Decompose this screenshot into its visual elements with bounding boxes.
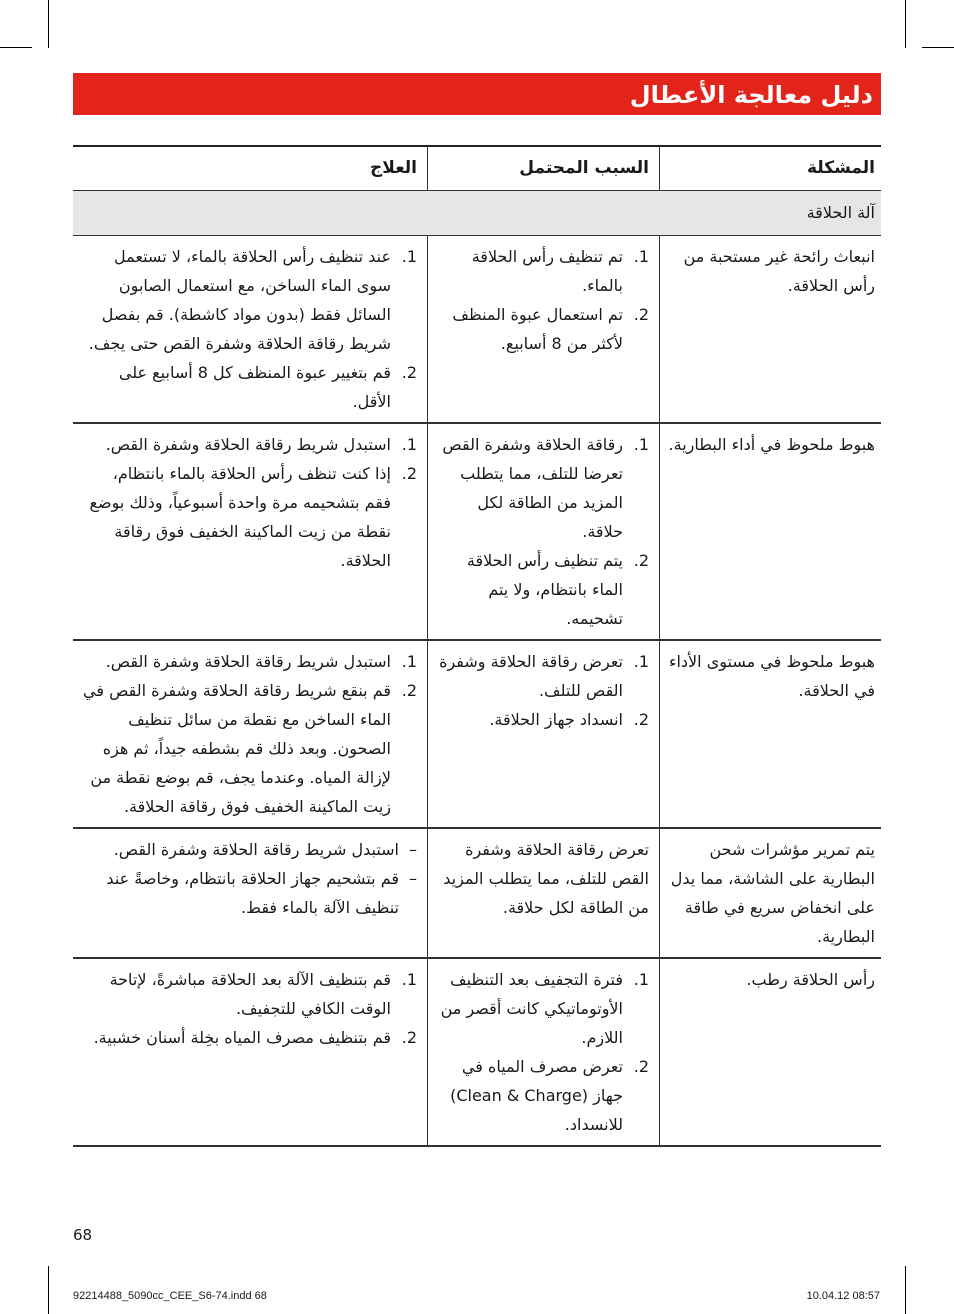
problem-cell: رأس الحلاقة رطب. (746, 970, 875, 989)
item-number: 1. (633, 970, 649, 989)
item-text: فترة التجفيف بعد التنظيف الأوتوماتيكي كانت أقصر من اللازم. (440, 970, 623, 1047)
cause-cell (427, 641, 660, 827)
item-text: استبدل شريط رقاقة الحلاقة وشفرة القص. (105, 435, 391, 454)
crop-mark (48, 1266, 49, 1314)
item-number: 2. (401, 1028, 417, 1047)
page-title: دليل معالجة الأعطال (629, 81, 873, 109)
remedy-cell (73, 959, 427, 1145)
title-banner (73, 73, 881, 115)
item-number: 1. (401, 652, 417, 671)
cause-cell (427, 959, 660, 1145)
list-item (83, 242, 417, 358)
footer-date-time: 10.04.12 08:57 (806, 1290, 880, 1302)
troubleshooting-table (73, 145, 881, 1147)
crop-mark (922, 47, 954, 48)
header-problem: المشكلة (806, 158, 875, 178)
item-text: عند تنظيف رأس الحلاقة بالماء، لا تستعمل سوى الماء الساخن، مع استعمال الصابون السائل فقط (بدون مواد كاشطة). قم بفصل شريط رقاقة الحلاقة وشفرة القص حتى يجف. (88, 247, 391, 353)
item-text: قم بتنظيف الآلة بعد الحلاقة مباشرةً، لإتاحة الوقت الكافي للتجفيف. (109, 970, 391, 1018)
item-number: 1. (633, 435, 649, 454)
list-item (436, 647, 649, 705)
list-item (83, 358, 417, 416)
item-number: 2. (633, 1057, 649, 1076)
list-item (83, 965, 417, 1023)
header-remedy: العلاج (370, 158, 417, 178)
crop-mark (0, 47, 32, 48)
table-section-row (73, 191, 881, 236)
crop-mark (905, 0, 906, 48)
item-number: 2. (633, 551, 649, 570)
item-number: 2. (401, 681, 417, 700)
item-text: تعرض رقاقة الحلاقة وشفرة القص للتلف، مما يتطلب المزيد من الطاقة لكل حلاقة. (443, 840, 649, 917)
remedy-cell (73, 424, 427, 639)
footer-file-info: 92214488_5090cc_CEE_S6-74.indd 68 (73, 1290, 267, 1302)
cause-cell (427, 424, 660, 639)
item-text: استبدل شريط رقاقة الحلاقة وشفرة القص. (105, 652, 391, 671)
cause-cell (427, 829, 660, 957)
list-item (436, 242, 649, 300)
list-item (83, 1023, 417, 1052)
table-row (73, 424, 881, 641)
item-text: إذا كنت تنظف رأس الحلاقة بالماء بانتظام، فقم بتشحيمه مرة واحدة أسبوعياً، وذلك بوضع نقطة من زيت الماكينة الخفيف فوق رقاقة الحلاقة. (89, 464, 391, 570)
list-item (436, 1052, 649, 1139)
item-dash: – (409, 840, 417, 859)
item-text: استبدل شريط رقاقة الحلاقة وشفرة القص. (113, 840, 399, 859)
table-row (73, 641, 881, 829)
problem-cell: يتم تمرير مؤشرات شحن البطارية على الشاشة، مما يدل على انخفاض سريع في طاقة البطارية. (670, 840, 875, 946)
list-item (436, 546, 649, 633)
list-item (83, 459, 417, 575)
remedy-cell (73, 829, 427, 957)
list-item (436, 430, 649, 546)
item-number: 2. (401, 363, 417, 382)
item-number: 1. (401, 247, 417, 266)
header-cause: السبب المحتمل (427, 147, 660, 190)
cause-cell (427, 236, 660, 422)
problem-cell: هبوط ملحوظ في أداء البطارية. (668, 435, 875, 454)
page-number: 68 (73, 1226, 93, 1244)
item-text: تم استعمال عبوة المنظف لأكثر من 8 أسابيع. (452, 305, 623, 353)
item-number: 2. (401, 464, 417, 483)
table-header-row (73, 147, 881, 191)
table-row (73, 236, 881, 424)
problem-cell: انبعاث رائحة غير مستحبة من رأس الحلاقة. (683, 247, 875, 295)
item-text: قم بتنظيف مصرف المياه بخِلة أسنان خشبية. (93, 1028, 391, 1047)
list-item (436, 705, 649, 734)
table-row (73, 829, 881, 959)
item-number: 1. (633, 247, 649, 266)
item-number: 2. (633, 710, 649, 729)
item-number: 1. (401, 435, 417, 454)
list-item (83, 835, 417, 864)
list-item (83, 647, 417, 676)
item-number: 1. (401, 970, 417, 989)
item-text: قم بتشحيم جهاز الحلاقة بانتظام، وخاصةً عند تنظيف الآلة بالماء فقط. (106, 869, 399, 917)
list-item (83, 430, 417, 459)
item-text: تم تنظيف رأس الحلاقة بالماء. (471, 247, 623, 295)
item-text: رقاقة الحلاقة وشفرة القص تعرضا للتلف، مما يتطلب المزيد من الطاقة لكل حلاقة. (442, 435, 623, 541)
item-text: تعرض مصرف المياه في جهاز (Clean & Charge) للانسداد. (450, 1057, 623, 1134)
list-item (83, 676, 417, 821)
item-text: قم بنقع شريط رقاقة الحلاقة وشفرة القص في الماء الساخن مع نقطة من سائل تنظيف الصحون. وبعد ذلك قم بشطفه جيداً، ثم هزه لإزالة المياه. وعندما يجف، قم بوضع نقطة من زيت الماكينة الخفيف فوق رقاقة الحلاقة. (83, 681, 391, 816)
section-label: آلة الحلاقة (806, 203, 875, 222)
list-item (83, 864, 417, 922)
item-number: 1. (633, 652, 649, 671)
item-text: انسداد جهاز الحلاقة. (489, 710, 623, 729)
item-number: 2. (633, 305, 649, 324)
problem-cell: هبوط ملحوظ في مستوى الأداء في الحلاقة. (668, 652, 875, 700)
crop-mark (905, 1266, 906, 1314)
item-text: يتم تنظيف رأس الحلاقة الماء بانتظام، ولا يتم تشحيمه. (466, 551, 623, 628)
list-item (436, 300, 649, 358)
item-text: تعرض رقاقة الحلاقة وشفرة القص للتلف. (439, 652, 623, 700)
remedy-cell (73, 641, 427, 827)
crop-mark (48, 0, 49, 48)
item-text: قم بتغيير عبوة المنظف كل 8 أسابيع على الأقل. (118, 363, 391, 411)
item-dash: – (409, 869, 417, 888)
table-row (73, 959, 881, 1147)
list-item (436, 965, 649, 1052)
remedy-cell (73, 236, 427, 422)
